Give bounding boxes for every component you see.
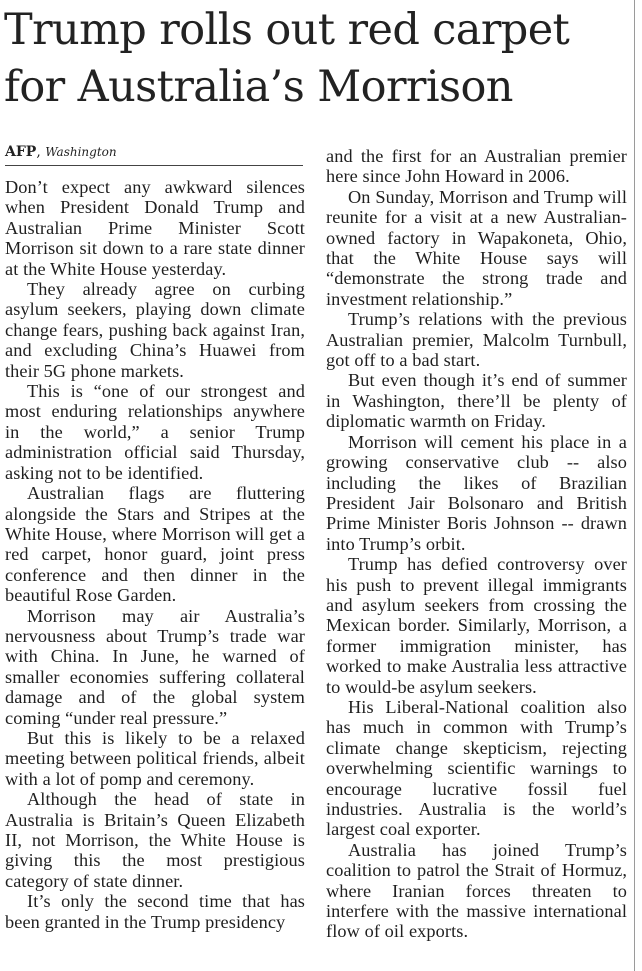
headline-line-1: Trump rolls out red carpet	[4, 5, 570, 55]
article-continuation: and the first for an Australian premier here since John Howard in 2006.	[326, 146, 627, 187]
article-paragraph: Don’t expect any awkward silences when President Donald Trump and Australian Prime Minister Scott Morrison sit down to a rare state dinner at the White House yesterday.	[5, 177, 305, 279]
column-rule	[634, 0, 635, 971]
headline-line-2: for Australia’s Morrison	[4, 62, 513, 112]
byline: AFP, Washington	[5, 142, 303, 166]
article-paragraph: Morrison may air Australia’s nervousness about Trump’s trade war with China. In June, he warned of smaller economies suffering collateral damage and of the global system coming “under real pressure.”	[5, 605, 305, 728]
article-headline	[4, 2, 630, 116]
article-paragraph: Although the head of state in Australia is Britain’s Queen Elizabeth II, not Morrison, the White House is giving this the most prestigious category of state dinner.	[5, 789, 305, 891]
article-paragraph: But even though it’s end of summer in Washington, there’ll be plenty of diplomatic warmth on Friday.	[326, 370, 627, 432]
article-paragraph: But this is likely to be a relaxed meeting between political friends, albeit with a lot of pomp and ceremony.	[5, 727, 305, 789]
article-paragraph: Australia has joined Trump’s coalition to patrol the Strait of Hormuz, where Iranian forces threaten to interfere with the massive international flow of oil exports.	[326, 839, 627, 942]
byline-dateline: Washington	[45, 145, 117, 159]
article-paragraph: It’s only the second time that has been granted in the Trump presidency	[5, 891, 305, 932]
article-column-left	[5, 177, 305, 932]
article-column-right	[326, 146, 627, 942]
article-paragraph: Trump has defied controversy over his push to prevent illegal immigrants and asylum seekers from crossing the Mexican border. Similarly, Morrison, a former immigration minister, has worked to make Australia less attractive to would-be asylum seekers.	[326, 554, 627, 697]
article-paragraph: Morrison will cement his place in a growing conservative club -- also including the likes of Brazilian President Jair Bolsonaro and British Prime Minister Boris Johnson -- drawn into Trump’s orbit.	[326, 431, 627, 554]
article-paragraph: This is “one of our strongest and most enduring relationships anywhere in the world,” a senior Trump administration official said Thursday, asking not to be identified.	[5, 381, 305, 483]
article-paragraph: On Sunday, Morrison and Trump will reunite for a visit at a new Australian-owned factory in Wapakoneta, Ohio, that the White House says will “demonstrate the strong trade and investment relationship.”	[326, 186, 627, 309]
article-paragraph: His Liberal-National coalition also has much in common with Trump’s climate change skepticism, rejecting overwhelming scientific warnings to encourage lucrative fossil fuel industries. Australia is the world’s largest coal exporter.	[326, 696, 627, 840]
article-paragraph: Trump’s relations with the previous Australian premier, Malcolm Turnbull, got off to a bad start.	[326, 309, 627, 371]
article-paragraph: Australian flags are fluttering alongside the Stars and Stripes at the White House, where Morrison will get a red carpet, honor guard, joint press conference and then dinner in the beautiful Rose Garden.	[5, 483, 305, 606]
byline-agency: AFP	[5, 144, 37, 160]
article-paragraph: They already agree on curbing asylum seekers, playing down climate change fears, pushing back against Iran, and excluding China’s Huawei from their 5G phone markets.	[5, 279, 305, 381]
